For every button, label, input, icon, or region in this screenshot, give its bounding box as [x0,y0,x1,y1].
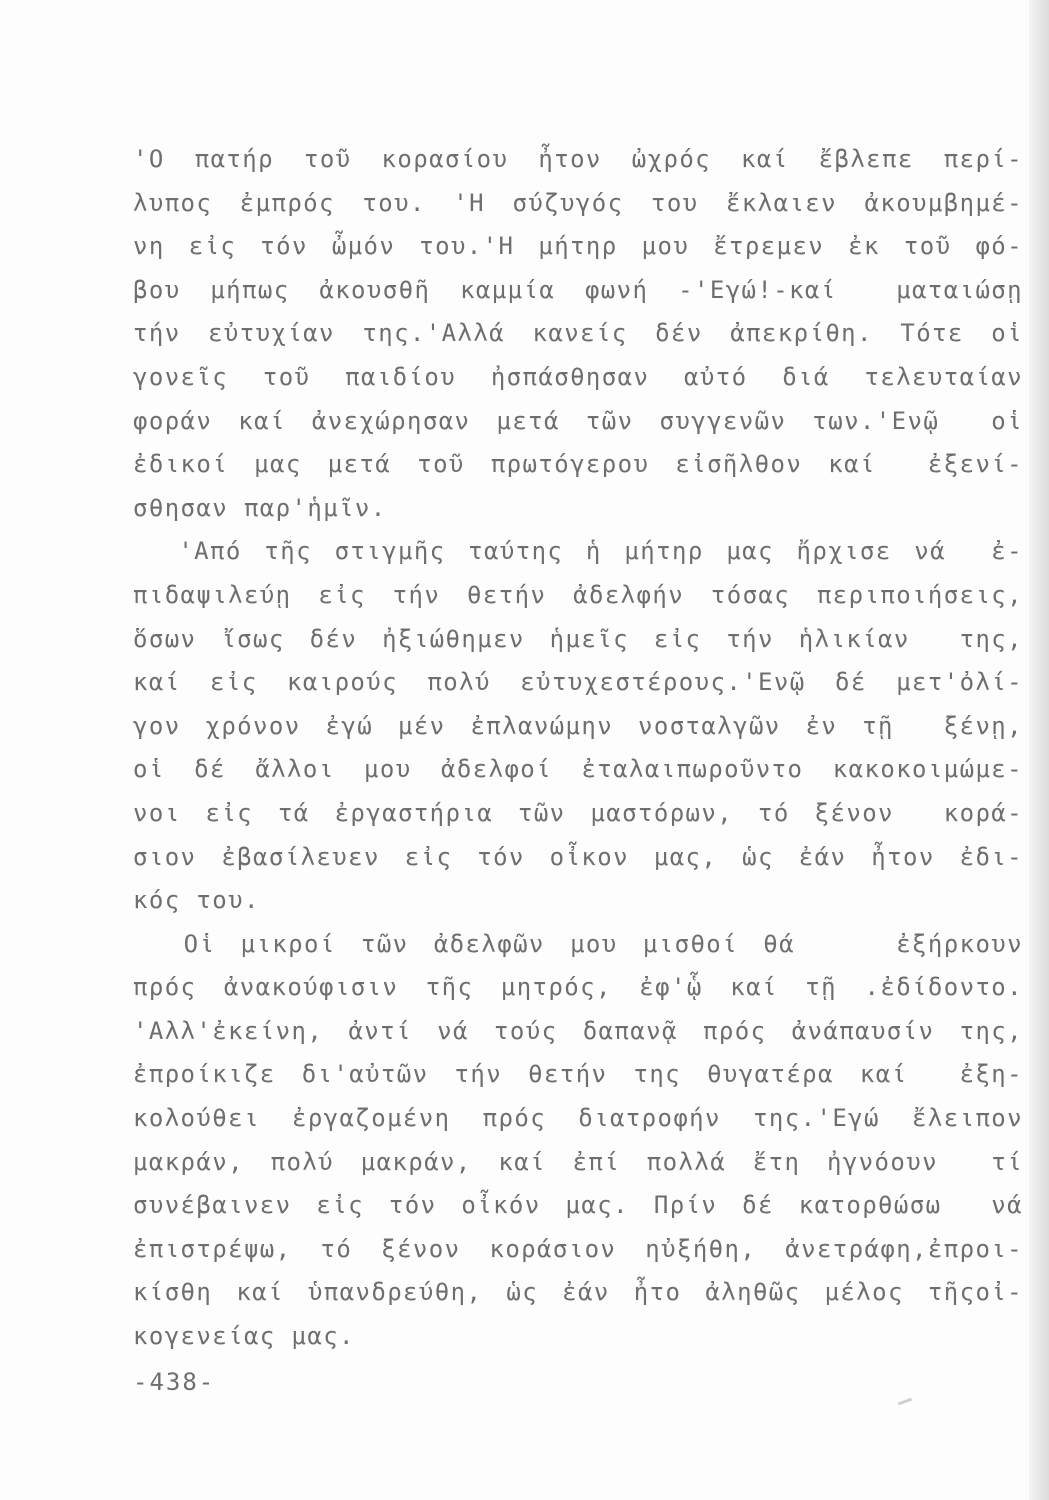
text-line: γον χρόνον ἐγώ μέν ἐπλανώμην νοσταλγῶν ἐν τῇ ξένῃ, [133,711,1023,740]
text-line: ἐπροίκιζε δι'αὐτῶν τήν θετήν της θυγατέρα καί ἐξη- [133,1060,1023,1089]
text-line: 'Από τῆς στιγμῆς ταύτης ἡ μήτηρ μας ἤρχισε νά ἐ- [133,537,1023,566]
text-line: ἐδικοί μας μετά τοῦ πρωτόγερου εἰσῆλθον καί ἐξενί- [133,450,1023,479]
text-line: κός του. [133,886,260,915]
text-line: ὅσων ἴσως δέν ἠξιώθημεν ἡμεῖς εἰς τήν ἡλικίαν της, [133,624,1023,653]
text-line: γονεῖς τοῦ παιδίου ἠσπάσθησαν αὐτό διά τελευταίαν [133,362,1023,391]
text-line: πρός ἀνακούφισιν τῆς μητρός, ἐφ'ᾧ καί τῇ .ἐδίδοντο. [133,973,1023,1002]
text-line: συνέβαινεν εἰς τόν οἶκόν μας. Πρίν δέ κατορθώσω νά [133,1191,1023,1220]
text-line: καί εἰς καιρούς πολύ εὐτυχεστέρους.'Ενῷ δέ μετ'ὀλί- [133,668,1023,697]
text-line: 'Αλλ'ἐκείνη, ἀντί νά τούς δαπανᾷ πρός ἀνάπαυσίν της, [133,1016,1023,1045]
text-line: μακράν, πολύ μακράν, καί ἐπί πολλά ἔτη ἠγνόουν τί [133,1147,1023,1176]
text-line: κίσθη καί ὑπανδρεύθη, ὡς ἐάν ἦτο ἀληθῶς μέλος τῆςοἰ- [133,1278,1023,1307]
text-line: σιον ἐβασίλευεν εἰς τόν οἶκον μας, ὡς ἐάν ἦτον ἐδι- [133,842,1023,871]
body-text [133,138,1023,1359]
text-line: πιδαψιλεύῃ εἰς τήν θετήν ἀδελφήν τόσας περιποιήσεις, [133,580,1023,609]
text-line: ἐπιστρέψω, τό ξένον κοράσιον ηὐξήθη, ἀνετράφη,ἐπροι- [133,1234,1023,1263]
text-line: νοι εἰς τά ἐργαστήρια τῶν μαστόρων, τό ξένον κορά- [133,798,1023,827]
text-line: οἱ δέ ἄλλοι μου ἀδελφοί ἐταλαιπωροῦντο κακοκοιμώμε- [133,755,1023,784]
text-line: Οἱ μικροί τῶν ἀδελφῶν μου μισθοί θά ἐξήρκουν [133,929,1023,958]
text-line: σθησαν παρ'ἡμῖν. [133,493,387,522]
scan-edge-shadow [1029,0,1049,1500]
text-line: 'Ο πατήρ τοῦ κορασίου ἦτον ὠχρός καί ἔβλεπε περί- [133,145,1023,173]
text-line: βου μήπως ἀκουσθῆ καμμία φωνή -'Εγώ!-καί ματαιώσῃ [133,275,1023,304]
page-number: -438- [133,1368,216,1396]
text-line: λυπος ἐμπρός του. 'Η σύζυγός του ἔκλαιεν ἀκουμβημέ- [133,188,1023,217]
text-line: τήν εὐτυχίαν της.'Αλλά κανείς δέν ἀπεκρίθη. Τότε οἱ [133,319,1023,348]
text-line: νη εἰς τόν ὦμόν του.'Η μήτηρ μου ἔτρεμεν ἐκ τοῦ φό- [133,232,1023,261]
text-line: κολούθει ἐργαζομένη πρός διατροφήν της.'Εγώ ἔλειπον [133,1104,1023,1133]
scan-speck [898,1398,912,1406]
text-line: κογενείας μας. [133,1322,355,1351]
text-line: φοράν καί ἀνεχώρησαν μετά τῶν συγγενῶν των.'Ενῷ οἱ [133,406,1023,435]
